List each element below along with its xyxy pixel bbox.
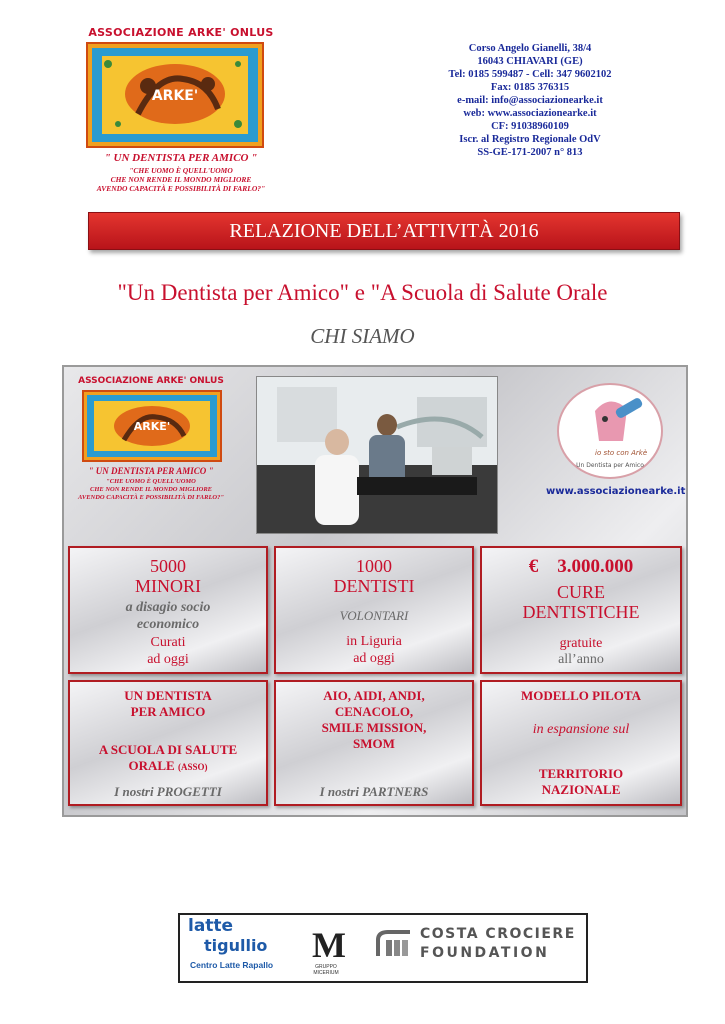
web-line: web: www.associazionearke.it (463, 108, 597, 119)
logo-quote (86, 166, 276, 193)
modello-box (480, 680, 682, 806)
panel-logo-mark: ARKE' (133, 420, 171, 433)
cure-desc-1: gratuite (559, 636, 603, 651)
latte-tigullio-logo-name: tigullio (204, 936, 268, 955)
minori-desc-2: economico (136, 617, 200, 632)
logo-quote-line: AVENDO CAPACITÀ E POSSIBILITÀ DI FARLO?" (96, 184, 266, 193)
logo-quote-line: CHE NON RENDE IL MONDO MIGLIORE (110, 175, 252, 184)
cure-amount: € 3.000.000 (528, 556, 634, 577)
progetti-line-3: A SCUOLA DI SALUTE (98, 742, 238, 757)
email-line: e-mail: info@associazionearke.it (457, 95, 603, 106)
dentisti-desc-2: in Liguria (346, 634, 402, 649)
partners-line-3: SMILE MISSION, (321, 720, 427, 735)
partners-line-4: SMOM (353, 736, 395, 751)
modello-line-4: NAZIONALE (541, 782, 621, 797)
contact-block (410, 42, 650, 159)
minori-desc-4: ad oggi (147, 652, 189, 667)
panel-logo-quote (76, 478, 226, 502)
panel-association-logo (82, 390, 222, 462)
cure-desc-2: all’anno (558, 652, 604, 667)
logo-subtitle: " UN DENTISTA PER AMICO " (104, 152, 258, 164)
logo-quote-line: "CHE UOMO È QUELL'UOMO (129, 166, 233, 175)
partners-box (274, 680, 474, 806)
progetti-line-1: UN DENTISTA (124, 688, 212, 703)
section-title: CHI SIAMO (310, 324, 415, 348)
association-logo (86, 42, 264, 148)
cf-line: CF: 91038960109 (491, 121, 569, 132)
modello-line-3: TERRITORIO (538, 766, 624, 781)
dentisti-box (274, 546, 474, 674)
costa-foundation-name: FOUNDATION (420, 945, 550, 961)
progetti-line-4: ORALE (128, 758, 175, 773)
modello-line-2: in espansione sul (532, 722, 630, 737)
minori-count: 5000 (150, 556, 186, 576)
progetti-box (68, 680, 268, 806)
report-title-banner (88, 212, 680, 250)
registry-line: Iscr. al Registro Regionale OdV (459, 134, 601, 145)
progetti-footer: I nostri PROGETTI (114, 784, 222, 799)
website-url: www.associazionearke.it (546, 486, 686, 497)
dentisti-desc-1: VOLONTARI (339, 608, 409, 623)
dentisti-title: DENTISTI (333, 576, 415, 596)
partners-footer: I nostri PARTNERS (319, 784, 429, 799)
cure-box (480, 546, 682, 674)
progetti-line-2: PER AMICO (130, 704, 206, 719)
cure-title-2: DENTISTICHE (522, 602, 640, 622)
dentisti-desc-3: ad oggi (353, 651, 395, 666)
dentist-photo (256, 376, 498, 534)
logo-title: ASSOCIAZIONE ARKE' ONLUS (88, 26, 274, 39)
io-sto-con-arke-logo (555, 381, 665, 481)
latte-tigullio-logo: latte (188, 916, 234, 936)
city-line: 16043 CHIAVARI (GE) (477, 56, 583, 67)
progetti-line-4-note: (ASSO) (177, 762, 208, 772)
minori-title: MINORI (135, 576, 201, 596)
micerium-logo: M (312, 925, 346, 965)
minori-box (68, 546, 268, 674)
round-logo-text: io sto con Arkè (595, 449, 648, 457)
cure-title-1: CURE (556, 582, 605, 602)
report-title: RELAZIONE DELL’ATTIVITÀ 2016 (229, 220, 539, 242)
phone-line: Tel: 0185 599487 - Cell: 347 9602102 (448, 69, 612, 80)
round-logo-subtext: Un Dentista per Amico (576, 462, 644, 469)
minori-desc-1: a disagio socio (125, 600, 211, 615)
panel-logo-quote-line: "CHE UOMO È QUELL'UOMO (106, 478, 196, 485)
panel-logo-title: ASSOCIAZIONE ARKE' ONLUS (78, 376, 224, 386)
modello-line-1: MODELLO PILOTA (520, 688, 642, 703)
headline: "Un Dentista per Amico" e "A Scuola di Salute Orale (117, 280, 608, 305)
partners-line-2: CENACOLO, (334, 704, 414, 719)
micerium-tagline: GRUPPO MICERIUM (313, 964, 339, 976)
panel-logo-subtitle: " UN DENTISTA PER AMICO " (88, 466, 214, 476)
registry-number-line: SS-GE-171-2007 n° 813 (477, 147, 583, 158)
panel-logo-quote-line: CHE NON RENDE IL MONDO MIGLIORE (89, 486, 212, 493)
minori-desc-3: Curati (150, 635, 186, 650)
costa-crociere-name: COSTA CROCIERE (420, 926, 576, 942)
costa-foundation-icon (374, 926, 414, 962)
logo-mark: ARKE' (151, 88, 199, 104)
partners-line-1: AIO, AIDI, ANDI, (323, 688, 425, 703)
latte-tigullio-tagline: Centro Latte Rapallo (190, 960, 274, 970)
address-line: Corso Angelo Gianelli, 38/4 (468, 43, 592, 54)
fax-line: Fax: 0185 376315 (490, 82, 570, 93)
panel-logo-quote-line: AVENDO CAPACITÀ E POSSIBILITÀ DI FARLO?" (78, 494, 224, 501)
dentisti-count: 1000 (356, 556, 392, 576)
